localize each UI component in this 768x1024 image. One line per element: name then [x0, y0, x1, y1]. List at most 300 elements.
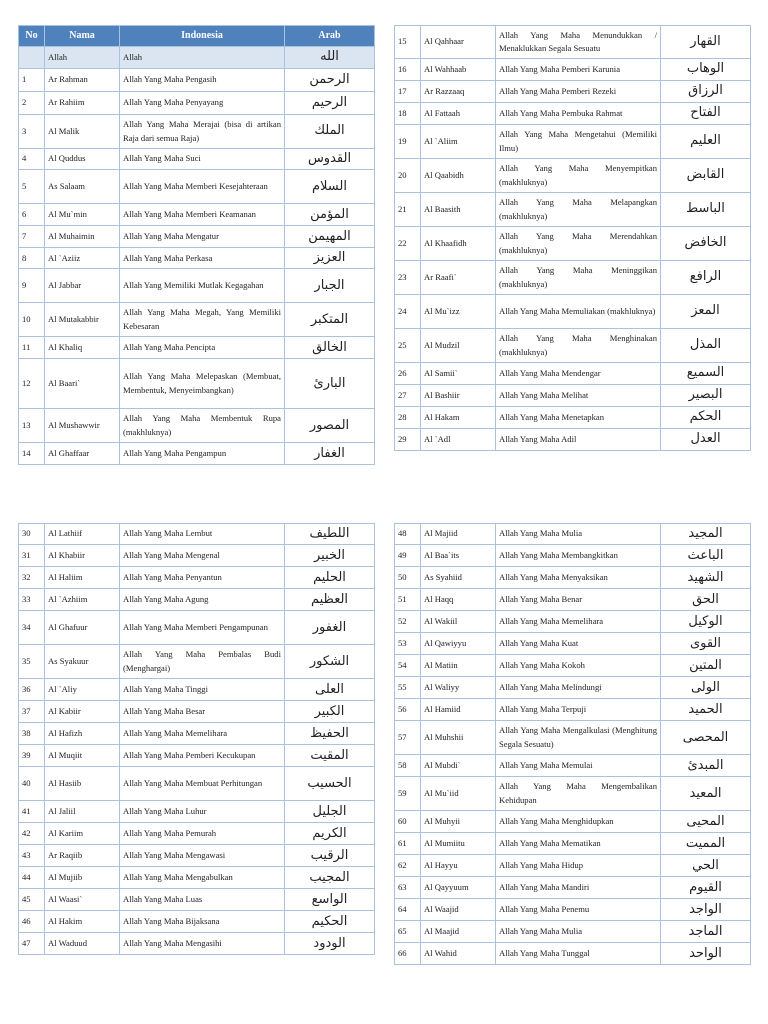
table-row: [19, 889, 375, 911]
table-row: [395, 193, 751, 227]
table-row: [19, 867, 375, 889]
cell-nama: Al Muqiit: [45, 745, 120, 767]
header-nama: Nama: [45, 26, 120, 47]
cell-arab: الرحمن: [285, 69, 375, 92]
cell-number: 63: [395, 877, 421, 899]
cell-nama: Al `Aziiz: [45, 248, 120, 269]
cell-number: 61: [395, 833, 421, 855]
cell-indonesia: Allah Yang Maha Pemurah: [120, 823, 285, 845]
table-row: [395, 329, 751, 363]
cell-indonesia: Allah Yang Maha Bijaksana: [120, 911, 285, 933]
cell-nama: Ar Raqiib: [45, 845, 120, 867]
table-row: [395, 921, 751, 943]
cell-number: 26: [395, 363, 421, 385]
cell-indonesia: Allah Yang Maha Tinggi: [120, 679, 285, 701]
cell-nama: Al Muhshii: [421, 721, 496, 755]
cell-indonesia: Allah Yang Maha Tunggal: [496, 943, 661, 965]
table-row: [395, 295, 751, 329]
cell-nama: Al `Adl: [421, 429, 496, 451]
table-row: [19, 933, 375, 955]
cell-number: 24: [395, 295, 421, 329]
asmaul-husna-table-1: [18, 25, 375, 465]
cell-indonesia: Allah Yang Maha Merendahkan (makhluknya): [496, 227, 661, 261]
cell-nama: Al `Azhiim: [45, 589, 120, 611]
cell-nama: Al Qaabidh: [421, 159, 496, 193]
cell-indonesia: Allah Yang Maha Mengasihi: [120, 933, 285, 955]
table-row: [19, 845, 375, 867]
table-row: [395, 589, 751, 611]
table-row: [395, 677, 751, 699]
table-row: [19, 149, 375, 170]
cell-indonesia: Allah Yang Maha Mengembalikan Kehidupan: [496, 777, 661, 811]
cell-arab: الرحيم: [285, 92, 375, 115]
cell-arab: الحي: [661, 855, 751, 877]
cell-indonesia: Allah: [120, 47, 285, 69]
cell-nama: Al Waduud: [45, 933, 120, 955]
cell-number: 55: [395, 677, 421, 699]
cell-number: 59: [395, 777, 421, 811]
table-row: [395, 877, 751, 899]
cell-nama: Al Qayyuum: [421, 877, 496, 899]
cell-arab: الغفور: [285, 611, 375, 645]
cell-number: 65: [395, 921, 421, 943]
table-row: [19, 204, 375, 226]
cell-number: 39: [19, 745, 45, 767]
cell-number: 66: [395, 943, 421, 965]
cell-nama: Al Mumiitu: [421, 833, 496, 855]
cell-nama: Al Malik: [45, 115, 120, 149]
cell-number: 2: [19, 92, 45, 115]
cell-nama: Al Wahhaab: [421, 59, 496, 81]
cell-indonesia: Allah Yang Maha Mengatur: [120, 226, 285, 248]
cell-indonesia: Allah Yang Maha Melepaskan (Membuat, Membentuk, Menyeimbangkan): [120, 359, 285, 409]
cell-arab: الجليل: [285, 801, 375, 823]
cell-arab: الحفيظ: [285, 723, 375, 745]
cell-nama: Al Mu`izz: [421, 295, 496, 329]
table-row: [395, 899, 751, 921]
cell-indonesia: Allah Yang Maha Memelihara: [496, 611, 661, 633]
cell-arab: الولى: [661, 677, 751, 699]
table-row: [395, 721, 751, 755]
cell-number: 32: [19, 567, 45, 589]
cell-number: 40: [19, 767, 45, 801]
cell-arab: القابض: [661, 159, 751, 193]
cell-arab: السلام: [285, 170, 375, 204]
table-row: [395, 777, 751, 811]
table-row: [19, 679, 375, 701]
cell-arab: الفتاح: [661, 103, 751, 125]
cell-indonesia: Allah Yang Maha Luhur: [120, 801, 285, 823]
asmaul-husna-table-2: [394, 25, 751, 451]
cell-indonesia: Allah Yang Maha Pembuka Rahmat: [496, 103, 661, 125]
table-row: [19, 337, 375, 359]
cell-indonesia: Allah Yang Maha Mengabulkan: [120, 867, 285, 889]
cell-indonesia: Allah Yang Maha Menghidupkan: [496, 811, 661, 833]
cell-indonesia: Allah Yang Maha Perkasa: [120, 248, 285, 269]
cell-nama: Ar Rahiim: [45, 92, 120, 115]
cell-indonesia: Allah Yang Maha Mengetahui (Memiliki Ilmu): [496, 125, 661, 159]
cell-indonesia: Allah Yang Maha Mulia: [496, 921, 661, 943]
cell-number: 37: [19, 701, 45, 723]
cell-arab: المجيد: [661, 524, 751, 545]
cell-indonesia: Allah Yang Maha Melindungi: [496, 677, 661, 699]
cell-arab: الخبير: [285, 545, 375, 567]
table-row: [19, 170, 375, 204]
cell-number: 10: [19, 303, 45, 337]
cell-number: 36: [19, 679, 45, 701]
cell-arab: الرافع: [661, 261, 751, 295]
cell-indonesia: Allah Yang Maha Menetapkan: [496, 407, 661, 429]
cell-indonesia: Allah Yang Maha Menyempitkan (makhluknya): [496, 159, 661, 193]
cell-arab: المصور: [285, 409, 375, 443]
cell-arab: الودود: [285, 933, 375, 955]
cell-nama: Ar Razzaaq: [421, 81, 496, 103]
cell-nama: Al Matiin: [421, 655, 496, 677]
cell-arab: البصير: [661, 385, 751, 407]
cell-nama: Al Hayyu: [421, 855, 496, 877]
cell-indonesia: Allah Yang Maha Mendengar: [496, 363, 661, 385]
cell-indonesia: Allah Yang Maha Terpuji: [496, 699, 661, 721]
cell-number: 29: [395, 429, 421, 451]
cell-nama: Al Ghafuur: [45, 611, 120, 645]
cell-indonesia: Allah Yang Maha Penemu: [496, 899, 661, 921]
table-row: [19, 911, 375, 933]
cell-arab: الله: [285, 47, 375, 69]
cell-nama: Al Fattaah: [421, 103, 496, 125]
cell-nama: Al Mu`iid: [421, 777, 496, 811]
asmaul-husna-table-4: [394, 523, 751, 965]
cell-nama: Al Jabbar: [45, 269, 120, 303]
cell-arab: الشهيد: [661, 567, 751, 589]
table-row: [395, 26, 751, 59]
cell-number: 43: [19, 845, 45, 867]
cell-arab: العدل: [661, 429, 751, 451]
cell-nama: Al Mu`min: [45, 204, 120, 226]
cell-number: 46: [19, 911, 45, 933]
table-row: [19, 303, 375, 337]
cell-nama: Al Kabiir: [45, 701, 120, 723]
cell-indonesia: Allah Yang Maha Meninggikan (makhluknya): [496, 261, 661, 295]
cell-arab: الوهاب: [661, 59, 751, 81]
cell-arab: العليم: [661, 125, 751, 159]
cell-number: 15: [395, 26, 421, 59]
cell-indonesia: Allah Yang Maha Pemberi Karunia: [496, 59, 661, 81]
table-row: [395, 59, 751, 81]
cell-indonesia: Allah Yang Maha Kokoh: [496, 655, 661, 677]
cell-number: 16: [395, 59, 421, 81]
table-header-row: [19, 26, 375, 47]
cell-number: 50: [395, 567, 421, 589]
table-row: [395, 833, 751, 855]
table-row: [19, 69, 375, 92]
cell-arab: المهيمن: [285, 226, 375, 248]
cell-number: [19, 47, 45, 69]
cell-nama: Al Khabiir: [45, 545, 120, 567]
cell-indonesia: Allah Yang Maha Menghinakan (makhluknya): [496, 329, 661, 363]
cell-indonesia: Allah Yang Maha Luas: [120, 889, 285, 911]
cell-number: 23: [395, 261, 421, 295]
cell-arab: الباعث: [661, 545, 751, 567]
table-row: [19, 443, 375, 465]
cell-arab: البارئ: [285, 359, 375, 409]
cell-number: 3: [19, 115, 45, 149]
cell-indonesia: Allah Yang Maha Megah, Yang Memiliki Kebesaran: [120, 303, 285, 337]
table-row: [19, 409, 375, 443]
cell-arab: اللطيف: [285, 524, 375, 545]
cell-indonesia: Allah Yang Maha Melapangkan (makhluknya): [496, 193, 661, 227]
cell-nama: As Syahiid: [421, 567, 496, 589]
cell-nama: Al Jaliil: [45, 801, 120, 823]
cell-indonesia: Allah Yang Maha Mengawasi: [120, 845, 285, 867]
cell-indonesia: Allah Yang Maha Penyantun: [120, 567, 285, 589]
table-row: [395, 429, 751, 451]
cell-nama: As Salaam: [45, 170, 120, 204]
cell-indonesia: Allah Yang Maha Penyayang: [120, 92, 285, 115]
table-row: [395, 159, 751, 193]
cell-nama: Al Hakim: [45, 911, 120, 933]
cell-indonesia: Allah Yang Maha Besar: [120, 701, 285, 723]
cell-nama: Al Muhyii: [421, 811, 496, 833]
cell-number: 30: [19, 524, 45, 545]
cell-indonesia: Allah Yang Maha Kuat: [496, 633, 661, 655]
cell-arab: الحليم: [285, 567, 375, 589]
cell-indonesia: Allah Yang Memiliki Mutlak Kegagahan: [120, 269, 285, 303]
table-row: [395, 385, 751, 407]
cell-indonesia: Allah Yang Maha Lembut: [120, 524, 285, 545]
cell-nama: Al Haliim: [45, 567, 120, 589]
cell-nama: Al Hamiid: [421, 699, 496, 721]
cell-arab: المتين: [661, 655, 751, 677]
cell-indonesia: Allah Yang Maha Agung: [120, 589, 285, 611]
table-row: [19, 645, 375, 679]
cell-nama: Al Mujiib: [45, 867, 120, 889]
table-row: [395, 261, 751, 295]
cell-arab: الماجد: [661, 921, 751, 943]
table-row: [395, 699, 751, 721]
cell-nama: Al Mudzil: [421, 329, 496, 363]
cell-nama: Al `Aliim: [421, 125, 496, 159]
header-arab: Arab: [285, 26, 375, 47]
header-indonesia: Indonesia: [120, 26, 285, 47]
table-row: [19, 567, 375, 589]
table-row: [395, 811, 751, 833]
cell-indonesia: Allah Yang Maha Pembalas Budi (Menghargai): [120, 645, 285, 679]
cell-indonesia: Allah Yang Maha Memuliakan (makhluknya): [496, 295, 661, 329]
cell-nama: Al Hakam: [421, 407, 496, 429]
cell-number: 19: [395, 125, 421, 159]
table-row: [395, 81, 751, 103]
table-row: [19, 524, 375, 545]
cell-nama: Ar Rahman: [45, 69, 120, 92]
cell-arab: المبدئ: [661, 755, 751, 777]
cell-arab: الشكور: [285, 645, 375, 679]
cell-arab: العلى: [285, 679, 375, 701]
cell-arab: القهار: [661, 26, 751, 59]
table-row: [395, 567, 751, 589]
cell-nama: Al Hasiib: [45, 767, 120, 801]
cell-arab: العظيم: [285, 589, 375, 611]
cell-arab: السميع: [661, 363, 751, 385]
cell-nama: Al `Aliy: [45, 679, 120, 701]
cell-arab: الكريم: [285, 823, 375, 845]
table-row: [19, 589, 375, 611]
cell-nama: As Syakuur: [45, 645, 120, 679]
table-row: [19, 801, 375, 823]
cell-nama: Al Quddus: [45, 149, 120, 170]
table-row: [395, 407, 751, 429]
cell-arab: الكبير: [285, 701, 375, 723]
table-row: [395, 943, 751, 965]
table-row: [395, 755, 751, 777]
cell-arab: المتكبر: [285, 303, 375, 337]
cell-indonesia: Allah Yang Maha Merajai (bisa di artikan Raja dari semua Raja): [120, 115, 285, 149]
cell-arab: الحق: [661, 589, 751, 611]
cell-indonesia: Allah Yang Maha Adil: [496, 429, 661, 451]
cell-nama: Al Qahhaar: [421, 26, 496, 59]
cell-number: 7: [19, 226, 45, 248]
cell-number: 4: [19, 149, 45, 170]
cell-nama: Allah: [45, 47, 120, 69]
cell-nama: Al Baasith: [421, 193, 496, 227]
cell-indonesia: Allah Yang Maha Pemberi Rezeki: [496, 81, 661, 103]
cell-nama: Al Waajid: [421, 899, 496, 921]
table-row: [19, 611, 375, 645]
table-row: [19, 745, 375, 767]
cell-nama: Al Wahid: [421, 943, 496, 965]
cell-nama: Al Baari`: [45, 359, 120, 409]
table-row: [19, 248, 375, 269]
cell-number: 1: [19, 69, 45, 92]
cell-indonesia: Allah Yang Maha Pemberi Kecukupan: [120, 745, 285, 767]
cell-arab: الغفار: [285, 443, 375, 465]
cell-number: 60: [395, 811, 421, 833]
cell-number: 62: [395, 855, 421, 877]
cell-number: 31: [19, 545, 45, 567]
table-row: [395, 524, 751, 545]
table-row: [19, 47, 375, 69]
cell-number: 57: [395, 721, 421, 755]
cell-indonesia: Allah Yang Maha Membentuk Rupa (makhluknya): [120, 409, 285, 443]
table-row: [395, 855, 751, 877]
cell-number: 44: [19, 867, 45, 889]
cell-number: 33: [19, 589, 45, 611]
table-row: [19, 723, 375, 745]
cell-nama: Al Khaliq: [45, 337, 120, 359]
cell-nama: Al Ghaffaar: [45, 443, 120, 465]
table-row: [19, 92, 375, 115]
table-row: [395, 611, 751, 633]
cell-nama: Al Mushawwir: [45, 409, 120, 443]
cell-arab: المؤمن: [285, 204, 375, 226]
cell-arab: الحكيم: [285, 911, 375, 933]
cell-arab: الواجد: [661, 899, 751, 921]
cell-indonesia: Allah Yang Maha Memberi Pengampunan: [120, 611, 285, 645]
header-no: No: [19, 26, 45, 47]
table-row: [19, 115, 375, 149]
cell-number: 21: [395, 193, 421, 227]
cell-number: 28: [395, 407, 421, 429]
cell-indonesia: Allah Yang Maha Mengenal: [120, 545, 285, 567]
cell-indonesia: Allah Yang Maha Memberi Keamanan: [120, 204, 285, 226]
cell-arab: المجيب: [285, 867, 375, 889]
table-row: [19, 226, 375, 248]
cell-number: 38: [19, 723, 45, 745]
cell-arab: المميت: [661, 833, 751, 855]
table-row: [395, 655, 751, 677]
table-row: [19, 823, 375, 845]
cell-number: 11: [19, 337, 45, 359]
cell-arab: القدوس: [285, 149, 375, 170]
cell-arab: الحسيب: [285, 767, 375, 801]
cell-number: 58: [395, 755, 421, 777]
cell-nama: Al Samii`: [421, 363, 496, 385]
cell-arab: الحكم: [661, 407, 751, 429]
cell-arab: الحميد: [661, 699, 751, 721]
table-row: [19, 701, 375, 723]
cell-nama: Al Muhaimin: [45, 226, 120, 248]
cell-number: 6: [19, 204, 45, 226]
table-row: [19, 269, 375, 303]
cell-nama: Al Kariim: [45, 823, 120, 845]
cell-indonesia: Allah Yang Maha Melihat: [496, 385, 661, 407]
cell-number: 8: [19, 248, 45, 269]
cell-indonesia: Allah Yang Maha Pengasih: [120, 69, 285, 92]
cell-indonesia: Allah Yang Maha Mandiri: [496, 877, 661, 899]
cell-indonesia: Allah Yang Maha Memelihara: [120, 723, 285, 745]
cell-arab: الواحد: [661, 943, 751, 965]
table-row: [19, 359, 375, 409]
cell-number: 51: [395, 589, 421, 611]
cell-number: 13: [19, 409, 45, 443]
cell-indonesia: Allah Yang Maha Benar: [496, 589, 661, 611]
cell-number: 14: [19, 443, 45, 465]
cell-number: 52: [395, 611, 421, 633]
cell-nama: Al Qawiyyu: [421, 633, 496, 655]
cell-nama: Al Hafizh: [45, 723, 120, 745]
cell-arab: العزيز: [285, 248, 375, 269]
cell-arab: المحيى: [661, 811, 751, 833]
cell-indonesia: Allah Yang Maha Menundukkan / Menaklukkan Segala Sesuatu: [496, 26, 661, 59]
cell-indonesia: Allah Yang Maha Memulai: [496, 755, 661, 777]
cell-indonesia: Allah Yang Maha Menyaksikan: [496, 567, 661, 589]
cell-number: 56: [395, 699, 421, 721]
cell-indonesia: Allah Yang Maha Memberi Kesejahteraan: [120, 170, 285, 204]
cell-nama: Al Mubdi`: [421, 755, 496, 777]
cell-indonesia: Allah Yang Maha Mematikan: [496, 833, 661, 855]
cell-nama: Al Maajid: [421, 921, 496, 943]
cell-number: 18: [395, 103, 421, 125]
cell-number: 9: [19, 269, 45, 303]
cell-number: 49: [395, 545, 421, 567]
table-row: [395, 103, 751, 125]
cell-arab: الواسع: [285, 889, 375, 911]
cell-nama: Ar Raafi`: [421, 261, 496, 295]
cell-arab: المحصى: [661, 721, 751, 755]
cell-nama: Al Wakiil: [421, 611, 496, 633]
cell-arab: المقيت: [285, 745, 375, 767]
cell-number: 64: [395, 899, 421, 921]
table-row: [395, 545, 751, 567]
cell-arab: المذل: [661, 329, 751, 363]
asmaul-husna-table-3: [18, 523, 375, 955]
cell-nama: Al Majiid: [421, 524, 496, 545]
cell-nama: Al Waliyy: [421, 677, 496, 699]
cell-indonesia: Allah Yang Maha Hidup: [496, 855, 661, 877]
cell-number: 20: [395, 159, 421, 193]
cell-indonesia: Allah Yang Maha Mengalkulasi (Menghitung Segala Sesuatu): [496, 721, 661, 755]
table-row: [395, 227, 751, 261]
table-row: [395, 363, 751, 385]
